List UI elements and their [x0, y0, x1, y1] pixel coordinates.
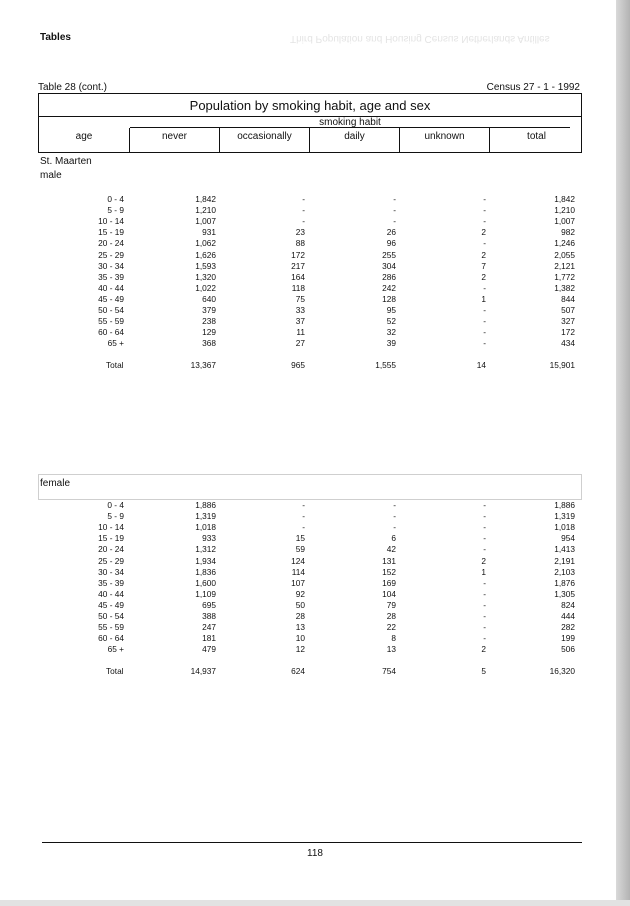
cell-age: 45 - 49 [98, 293, 124, 304]
cell-age: 50 - 54 [98, 611, 124, 621]
cell-never: 1,836 [195, 566, 216, 577]
column-header-total: total [527, 131, 546, 142]
cell-age: 55 - 59 [98, 316, 124, 327]
cell-daily: 8 [391, 633, 396, 644]
table-row [0, 600, 630, 610]
table-row [0, 227, 630, 237]
cell-occasionally: 37 [295, 316, 305, 327]
cell-never: 379 [202, 305, 216, 315]
cell-age: 65 + [107, 338, 124, 349]
cell-daily: 32 [386, 327, 396, 338]
column-headers [38, 128, 582, 153]
cell-unknown: - [483, 327, 486, 338]
total-label: Total [106, 666, 124, 676]
cell-age: 15 - 19 [98, 227, 124, 238]
cell-total: 1,246 [554, 238, 575, 249]
cell-age: 35 - 39 [98, 577, 124, 588]
cell-daily: 6 [391, 533, 396, 544]
cell-occasionally: - [302, 205, 305, 216]
total-label: Total [106, 360, 124, 370]
cell-occasionally: 965 [291, 360, 305, 370]
cell-total: 2,055 [554, 249, 575, 260]
cell-daily: 28 [386, 611, 396, 621]
cell-occasionally: 217 [291, 260, 305, 271]
cell-total: 16,320 [549, 666, 575, 676]
table-row [0, 194, 630, 204]
cell-total: 199 [561, 633, 575, 644]
cell-unknown: 2 [481, 249, 486, 260]
cell-total: 1,413 [554, 544, 575, 555]
cell-daily: - [393, 194, 396, 204]
table-row [0, 327, 630, 337]
table-row [0, 216, 630, 226]
census-date: Census 27 - 1 - 1992 [486, 82, 580, 93]
cell-never: 933 [202, 533, 216, 544]
table-row [0, 238, 630, 248]
cell-daily: 754 [382, 666, 396, 676]
cell-total: 444 [561, 611, 575, 621]
cell-never: 129 [202, 327, 216, 338]
cell-total: 1,772 [554, 271, 575, 282]
cell-unknown: - [483, 622, 486, 633]
cell-occasionally: 59 [295, 544, 305, 555]
cell-occasionally: - [302, 522, 305, 533]
column-header-occasionally: occasionally [220, 128, 310, 152]
cell-age: 25 - 29 [98, 249, 124, 260]
cell-total: 1,018 [554, 522, 575, 533]
footer-rule [42, 842, 582, 843]
cell-never: 1,007 [195, 216, 216, 227]
table-row [0, 556, 630, 566]
cell-age: 10 - 14 [98, 216, 124, 227]
cell-daily: 13 [386, 644, 396, 655]
cell-daily: - [393, 522, 396, 533]
cell-age: 60 - 64 [98, 633, 124, 644]
cell-never: 931 [202, 227, 216, 238]
cell-daily: 242 [382, 282, 396, 293]
cell-never: 368 [202, 338, 216, 349]
cell-occasionally: 118 [291, 282, 305, 293]
table-row [0, 250, 630, 260]
cell-never: 1,320 [195, 271, 216, 282]
cell-age: 55 - 59 [98, 622, 124, 633]
cell-occasionally: 10 [295, 633, 305, 644]
cell-unknown: 2 [481, 227, 486, 238]
cell-unknown: - [483, 238, 486, 249]
cell-unknown: - [483, 500, 486, 510]
cell-occasionally: 13 [295, 622, 305, 633]
cell-daily: 95 [386, 305, 396, 315]
cell-age: 20 - 24 [98, 544, 124, 555]
cell-unknown: 5 [481, 666, 486, 676]
page-edge-shadow [616, 0, 630, 906]
cell-age: 15 - 19 [98, 533, 124, 544]
page-number: 118 [307, 848, 323, 859]
cell-never: 1,062 [195, 238, 216, 249]
cell-age: 5 - 9 [107, 205, 124, 216]
cell-daily: 128 [382, 293, 396, 304]
cell-occasionally: 124 [291, 555, 305, 566]
cell-unknown: 2 [481, 555, 486, 566]
cell-never: 238 [202, 316, 216, 327]
cell-total: 982 [561, 227, 575, 238]
cell-daily: 131 [382, 555, 396, 566]
cell-occasionally: 107 [291, 577, 305, 588]
cell-unknown: - [483, 205, 486, 216]
cell-age: 10 - 14 [98, 522, 124, 533]
cell-never: 640 [202, 293, 216, 304]
cell-total: 2,121 [554, 260, 575, 271]
bleed-through-header: Third Population and Housing Census Netherlands Antilles [290, 33, 550, 44]
cell-age: 0 - 4 [107, 194, 124, 204]
table-row [0, 633, 630, 643]
table-row [0, 567, 630, 577]
smoking-habit-header: smoking habit [130, 117, 570, 128]
cell-unknown: 1 [481, 293, 486, 304]
bleed-through-frame [38, 474, 582, 500]
cell-age: 0 - 4 [107, 500, 124, 510]
cell-total: 1,886 [554, 500, 575, 510]
table-row [0, 305, 630, 315]
cell-total: 1,382 [554, 282, 575, 293]
table-row [0, 316, 630, 326]
table-row [0, 578, 630, 588]
cell-age: 60 - 64 [98, 327, 124, 338]
cell-total: 1,007 [554, 216, 575, 227]
column-header-daily: daily [310, 128, 400, 152]
table-row [0, 294, 630, 304]
table-subheader-row [38, 117, 582, 128]
cell-never: 1,018 [195, 522, 216, 533]
table-row [0, 533, 630, 543]
table-title: Population by smoking habit, age and sex [38, 93, 582, 117]
cell-daily: 169 [382, 577, 396, 588]
cell-daily: 255 [382, 249, 396, 260]
cell-unknown: - [483, 216, 486, 227]
cell-daily: 26 [386, 227, 396, 238]
cell-unknown: - [483, 511, 486, 522]
cell-unknown: - [483, 544, 486, 555]
cell-total: 506 [561, 644, 575, 655]
cell-unknown: 14 [476, 360, 486, 370]
cell-total: 434 [561, 338, 575, 349]
cell-never: 695 [202, 599, 216, 610]
cell-never: 13,367 [190, 360, 216, 370]
table-row [0, 544, 630, 554]
male-total-row [0, 360, 630, 370]
cell-occasionally: 15 [295, 533, 305, 544]
cell-total: 1,842 [554, 194, 575, 204]
cell-total: 507 [561, 305, 575, 315]
cell-never: 388 [202, 611, 216, 621]
cell-never: 181 [202, 633, 216, 644]
cell-daily: - [393, 216, 396, 227]
cell-occasionally: 27 [295, 338, 305, 349]
cell-never: 1,600 [195, 577, 216, 588]
cell-never: 1,593 [195, 260, 216, 271]
cell-age: 40 - 44 [98, 588, 124, 599]
cell-never: 1,934 [195, 555, 216, 566]
cell-occasionally: - [302, 194, 305, 204]
cell-daily: 304 [382, 260, 396, 271]
cell-age: 45 - 49 [98, 599, 124, 610]
male-section-label: male [40, 170, 62, 181]
page-bottom-edge [0, 900, 630, 906]
cell-never: 1,319 [195, 511, 216, 522]
cell-unknown: 7 [481, 260, 486, 271]
cell-age: 5 - 9 [107, 511, 124, 522]
cell-occasionally: - [302, 216, 305, 227]
cell-total: 1,876 [554, 577, 575, 588]
cell-occasionally: 92 [295, 588, 305, 599]
cell-total: 1,210 [554, 205, 575, 216]
cell-daily: 96 [386, 238, 396, 249]
cell-occasionally: 28 [295, 611, 305, 621]
table-row [0, 611, 630, 621]
cell-never: 1,886 [195, 500, 216, 510]
table-row [0, 261, 630, 271]
cell-occasionally: 23 [295, 227, 305, 238]
table-row [0, 589, 630, 599]
cell-age: 65 + [107, 644, 124, 655]
cell-daily: 104 [382, 588, 396, 599]
cell-never: 1,626 [195, 249, 216, 260]
section-header: Tables [40, 32, 71, 43]
cell-total: 844 [561, 293, 575, 304]
cell-occasionally: - [302, 500, 305, 510]
cell-occasionally: 12 [295, 644, 305, 655]
cell-unknown: - [483, 599, 486, 610]
cell-occasionally: 624 [291, 666, 305, 676]
cell-age: 30 - 34 [98, 260, 124, 271]
cell-total: 1,305 [554, 588, 575, 599]
cell-never: 14,937 [190, 666, 216, 676]
cell-unknown: - [483, 611, 486, 621]
cell-total: 15,901 [549, 360, 575, 370]
cell-daily: - [393, 205, 396, 216]
cell-never: 1,022 [195, 282, 216, 293]
female-total-row [0, 666, 630, 676]
cell-occasionally: 88 [295, 238, 305, 249]
cell-occasionally: 172 [291, 249, 305, 260]
cell-never: 1,842 [195, 194, 216, 204]
cell-never: 1,312 [195, 544, 216, 555]
cell-daily: 1,555 [375, 360, 396, 370]
cell-age: 50 - 54 [98, 305, 124, 315]
cell-daily: 22 [386, 622, 396, 633]
cell-daily: - [393, 511, 396, 522]
table-row [0, 511, 630, 521]
cell-age: 20 - 24 [98, 238, 124, 249]
cell-age: 40 - 44 [98, 282, 124, 293]
cell-age: 25 - 29 [98, 555, 124, 566]
cell-never: 247 [202, 622, 216, 633]
table-row [0, 644, 630, 654]
cell-daily: 79 [386, 599, 396, 610]
table-row [0, 338, 630, 348]
cell-daily: 42 [386, 544, 396, 555]
cell-age: 35 - 39 [98, 271, 124, 282]
cell-daily: 39 [386, 338, 396, 349]
cell-age: 30 - 34 [98, 566, 124, 577]
table-row [0, 522, 630, 532]
table-row [0, 205, 630, 215]
table-label: Table 28 (cont.) [38, 82, 107, 93]
cell-occasionally: - [302, 511, 305, 522]
cell-occasionally: 75 [295, 293, 305, 304]
cell-occasionally: 164 [291, 271, 305, 282]
cell-occasionally: 33 [295, 305, 305, 315]
cell-unknown: - [483, 533, 486, 544]
cell-unknown: 2 [481, 644, 486, 655]
cell-never: 1,210 [195, 205, 216, 216]
cell-occasionally: 50 [295, 599, 305, 610]
female-section-label: female [40, 478, 71, 489]
cell-total: 282 [561, 622, 575, 633]
cell-total: 1,319 [554, 511, 575, 522]
cell-daily: 286 [382, 271, 396, 282]
cell-unknown: - [483, 588, 486, 599]
cell-daily: 52 [386, 316, 396, 327]
column-header-age: age [39, 128, 130, 152]
cell-unknown: - [483, 194, 486, 204]
cell-unknown: 2 [481, 271, 486, 282]
cell-unknown: - [483, 522, 486, 533]
cell-never: 1,109 [195, 588, 216, 599]
cell-occasionally: 114 [291, 566, 305, 577]
cell-never: 479 [202, 644, 216, 655]
cell-total: 954 [561, 533, 575, 544]
column-header-never: never [130, 128, 220, 152]
cell-unknown: - [483, 316, 486, 327]
table-row [0, 272, 630, 282]
table-row [0, 283, 630, 293]
cell-daily: 152 [382, 566, 396, 577]
cell-unknown: - [483, 282, 486, 293]
column-header-unknown: unknown [400, 128, 490, 152]
region-label: St. Maarten [40, 156, 92, 167]
cell-unknown: - [483, 305, 486, 315]
cell-unknown: 1 [481, 566, 486, 577]
cell-occasionally: 11 [296, 327, 305, 338]
cell-total: 172 [561, 327, 575, 338]
cell-unknown: - [483, 633, 486, 644]
cell-total: 2,103 [554, 566, 575, 577]
cell-unknown: - [483, 577, 486, 588]
cell-total: 327 [561, 316, 575, 327]
cell-total: 2,191 [554, 555, 575, 566]
table-row [0, 500, 630, 510]
cell-total: 824 [561, 599, 575, 610]
cell-daily: - [393, 500, 396, 510]
cell-unknown: - [483, 338, 486, 349]
table-row [0, 622, 630, 632]
